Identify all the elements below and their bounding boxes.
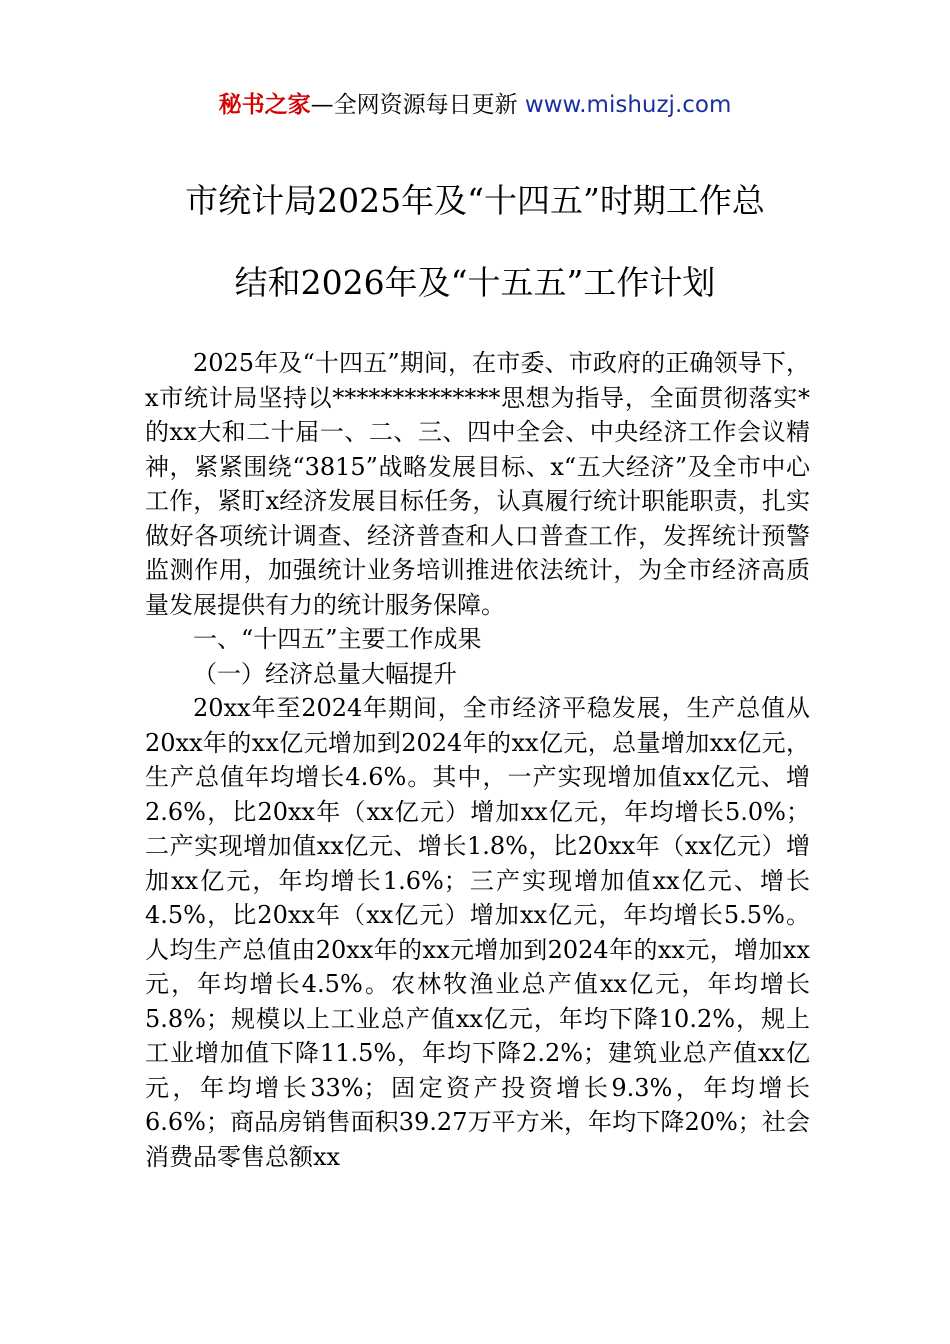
banner-url-link[interactable]: www.mishuzj.com bbox=[524, 92, 732, 118]
site-banner bbox=[0, 88, 950, 122]
intro-paragraph: 2025年及“十四五”期间，在市委、市政府的正确领导下，x市统计局坚持以**************思想为指导，全面贯彻落实*的xx大和二十届一、二、三、四中全会、中央经济工作会议精神，紧紧围绕“3815”战略发展目标、x“五大经济”及全市中心工作，紧盯x经济发展目标任务，认真履行统计职能职责，扎实做好各项统计调查、经济普查和人口普查工作，发挥统计预警监测作用，加强统计业务培训推进依法统计，为全市经济高质量发展提供有力的统计服务保障。 bbox=[145, 349, 810, 619]
banner-brand: 秘书之家 bbox=[218, 92, 311, 118]
body-paragraph-1: 20xx年至2024年期间，全市经济平稳发展，生产总值从20xx年的xx亿元增加到2024年的xx亿元，总量增加xx亿元，生产总值年均增长4.6%。其中，一产实现增加值xx亿元、增2.6%，比20xx年（xx亿元）增加xx亿元，年均增长5.0%；二产实现增加值xx亿元、增长1.8%，比20xx年（xx亿元）增加xx亿元，年均增长1.6%；三产实现增加值xx亿元、增长4.5%，比20xx年（xx亿元）增加xx亿元，年均增长5.5%。人均生产总值由20xx年的xx元增加到2024年的xx元，增加xx元，年均增长4.5%。农林牧渔业总产值xx亿元，年均增长5.8%；规模以上工业总产值xx亿元，年均下降10.2%，规上工业增加值下降11.5%，年均下降2.2%；建筑业总产值xx亿元，年均增长33%；固定资产投资增长9.3%，年均增长6.6%；商品房销售面积39.27万平方米，年均下降20%；社会消费品零售总额xx bbox=[145, 694, 810, 1171]
title-line-1: 市统计局2025年及“十四五”时期工作总 bbox=[185, 181, 765, 220]
document-body bbox=[145, 346, 810, 1174]
section-heading-1: 一、“十四五”主要工作成果 bbox=[193, 625, 482, 653]
document-title bbox=[120, 160, 830, 324]
title-line-2: 结和2026年及“十五五”工作计划 bbox=[234, 263, 716, 302]
banner-tagline: —全网资源每日更新 bbox=[310, 92, 525, 118]
subsection-heading-1: （一）经济总量大幅提升 bbox=[193, 659, 457, 688]
